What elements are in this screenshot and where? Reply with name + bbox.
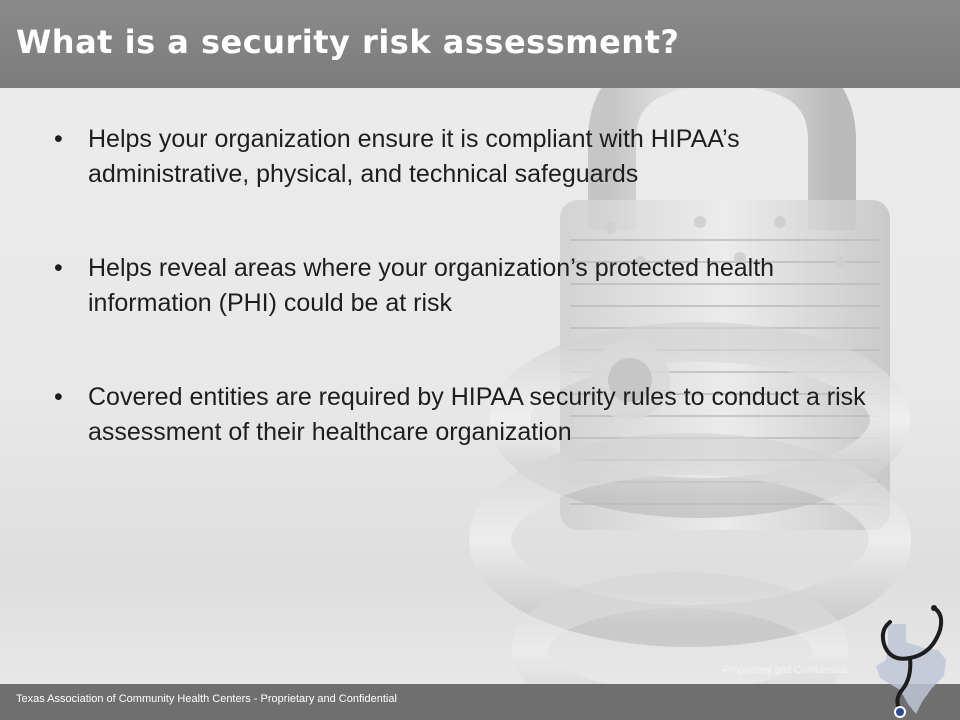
bullet-marker: • [54, 254, 63, 282]
bullet-item [52, 122, 892, 192]
title-bar [0, 0, 960, 88]
watermark-text: Proprietary and Confidential [723, 665, 847, 676]
bullet-text: Covered entities are required by HIPAA security rules to conduct a risk assessment of their healthcare organization [88, 383, 866, 446]
bullet-text: Helps your organization ensure it is compliant with HIPAA’s administrative, physical, and technical safeguards [88, 125, 740, 188]
bullet-marker: • [54, 383, 63, 411]
bullet-marker: • [54, 125, 63, 153]
bullet-item [52, 380, 892, 450]
bullet-item [52, 251, 892, 321]
footer-text: Texas Association of Community Health Centers - Proprietary and Confidential [16, 693, 397, 705]
bullet-text: Helps reveal areas where your organization’s protected health information (PHI) could be at risk [88, 254, 775, 317]
texas-stethoscope-logo [866, 604, 956, 718]
footer-bar [0, 684, 960, 720]
slide-title: What is a security risk assessment? [16, 23, 680, 61]
bullet-list [52, 122, 892, 450]
